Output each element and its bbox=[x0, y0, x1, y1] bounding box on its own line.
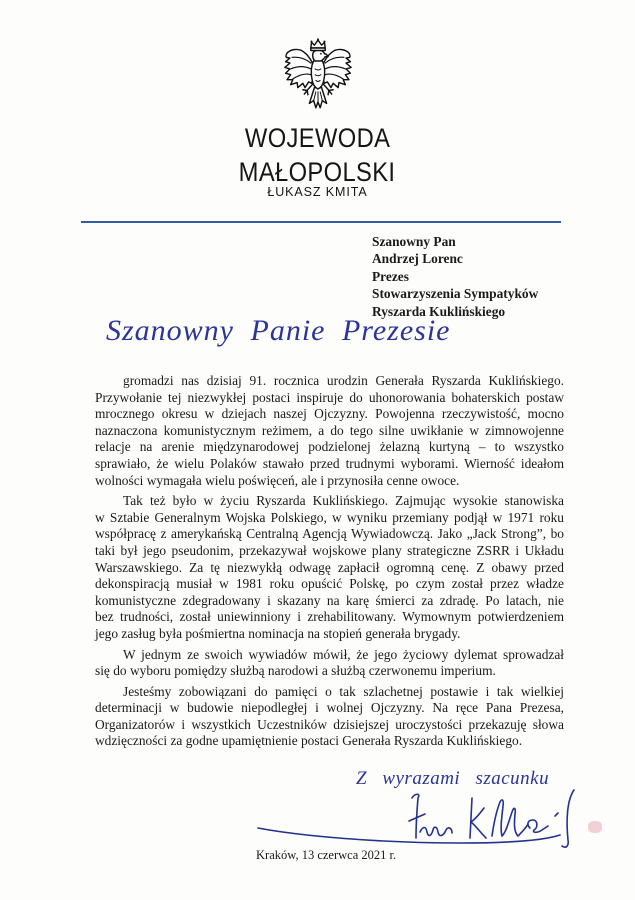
addressee-line: Andrzej Lorenc bbox=[372, 251, 463, 267]
body-line: sprawiało, że wielu Polaków stawało przed trudnymi wyborami. Wierność ideałom bbox=[95, 455, 564, 471]
body-line: mrocznego okresu w dziejach naszej Ojczyzny. Powojenna rzeczywistość, mocno bbox=[95, 406, 564, 422]
stamp-mark bbox=[588, 821, 602, 833]
paragraph bbox=[95, 373, 564, 489]
body-line: wdzięczności za godne upamiętnienie postaci Generała Ryszarda Kuklińskiego. bbox=[95, 733, 523, 749]
body-line: Warszawskiego. Za tę niezwykłą odwagę zapłacił ogromną cenę. Z obawy przed bbox=[95, 559, 564, 575]
body-line: naznaczona komunistycznym reżimem, a do tego silne uwikłanie w zimnowojenne bbox=[95, 422, 564, 438]
body-line: komunistyczne zdegradowany i skazany na karę śmierci za zdradę. Po latach, nie bbox=[95, 592, 564, 608]
crown bbox=[311, 40, 325, 48]
crown-tip bbox=[317, 38, 319, 40]
office-title-text: MAŁOPOLSKI bbox=[239, 157, 396, 187]
letter-body bbox=[95, 373, 564, 750]
addressee-line: Ryszarda Kuklińskiego bbox=[372, 303, 506, 319]
body-line: Jesteśmy zobowiązani do pamięci o tak szlachetnej postawie i tak wielkiej bbox=[123, 683, 564, 699]
addressee-line: Prezes bbox=[372, 268, 409, 284]
eye bbox=[320, 53, 322, 55]
body-line: w Sztabie Generalnym Wojska Polskiego, w wyniku przemiany podjął w 1971 roku bbox=[95, 509, 564, 525]
signature-stroke bbox=[412, 794, 419, 838]
office-title-line-1 bbox=[0, 121, 635, 155]
body-line: jego zasług była pośmiertna nominacja na stopień generała brygady. bbox=[95, 625, 461, 641]
body-line: wolności wymagała wielu poświęceń, ale i przynosiła cenne owoce. bbox=[95, 472, 460, 488]
paragraph bbox=[95, 647, 564, 680]
signature-stroke bbox=[555, 813, 558, 816]
body-line: bez trudności, został uniewinniony i zrehabilitowany. Wymownym potwierdzeniem bbox=[95, 609, 564, 625]
crown-tip bbox=[311, 41, 313, 43]
body-line: się do wyboru pomiędzy służbą narodowi a służbą czerwonemu imperium. bbox=[95, 663, 496, 679]
letterhead-divider bbox=[81, 221, 561, 223]
paragraph bbox=[95, 493, 564, 642]
body-line: Organizatorów i wszystkich Uczestników dzisiejszej uroczystości przekazuję słowa bbox=[95, 716, 564, 732]
signature-stroke bbox=[562, 790, 574, 847]
handwritten-closing: Z wyrazami szacunku bbox=[356, 768, 550, 789]
signature-stroke bbox=[420, 827, 452, 835]
eagle-emblem-icon bbox=[282, 37, 354, 113]
handwritten-salutation: Szanowny Panie Prezesie bbox=[106, 314, 451, 347]
handwritten-signature-icon bbox=[0, 740, 635, 860]
letterhead bbox=[0, 121, 635, 201]
office-title-text: WOJEWODA bbox=[244, 123, 391, 153]
body-line: dekonspiracją musiał w 1981 roku opuścić Polskę, po czym został przez władze bbox=[95, 576, 564, 592]
body-line: determinacji w budowie niepodległej i wolnej Ojczyzny. Na ręce Pana Prezesa, bbox=[95, 700, 564, 716]
signature-stroke bbox=[492, 800, 528, 836]
body-line: Tak też było w życiu Ryszarda Kuklińskiego. Zajmując wysokie stanowiska bbox=[123, 493, 564, 509]
body-line: Przywołanie tej niezwykłej postaci inspiruje do uhonorowania bohaterskich postaw bbox=[95, 389, 564, 405]
crown-tip bbox=[323, 41, 325, 43]
addressee-block bbox=[372, 233, 612, 320]
addressee-line: Stowarzyszenia Sympatyków bbox=[372, 286, 539, 302]
crown-band bbox=[311, 48, 325, 51]
body-line: gromadzi nas dzisiaj 91. rocznica urodzin Generała Ryszarda Kuklińskiego. bbox=[123, 373, 564, 388]
body-line: relacje na arenie międzynarodowej podzielonej żelazną kurtyną – to wszystko bbox=[95, 439, 564, 455]
official-name: ŁUKASZ KMITA bbox=[267, 185, 368, 199]
body-line: W jednym ze swoich wywiadów mówił, że jego życiowy dylemat sprowadzał bbox=[123, 646, 564, 662]
signature-stroke bbox=[470, 798, 486, 838]
body-line: taki był jego pseudonim, przekazywał wojskowe plany strategiczne ZSRR i Układu bbox=[95, 542, 564, 558]
signature-stroke bbox=[528, 820, 548, 832]
addressee-line: Szanowny Pan bbox=[372, 234, 456, 249]
body bbox=[311, 61, 324, 89]
body-line: współpracę z amerykańską Centralną Agencją Wywiadowczą. Jako „Jack Strong”, bo bbox=[95, 526, 564, 542]
place-and-date: Kraków, 13 czerwca 2021 r. bbox=[256, 848, 397, 862]
